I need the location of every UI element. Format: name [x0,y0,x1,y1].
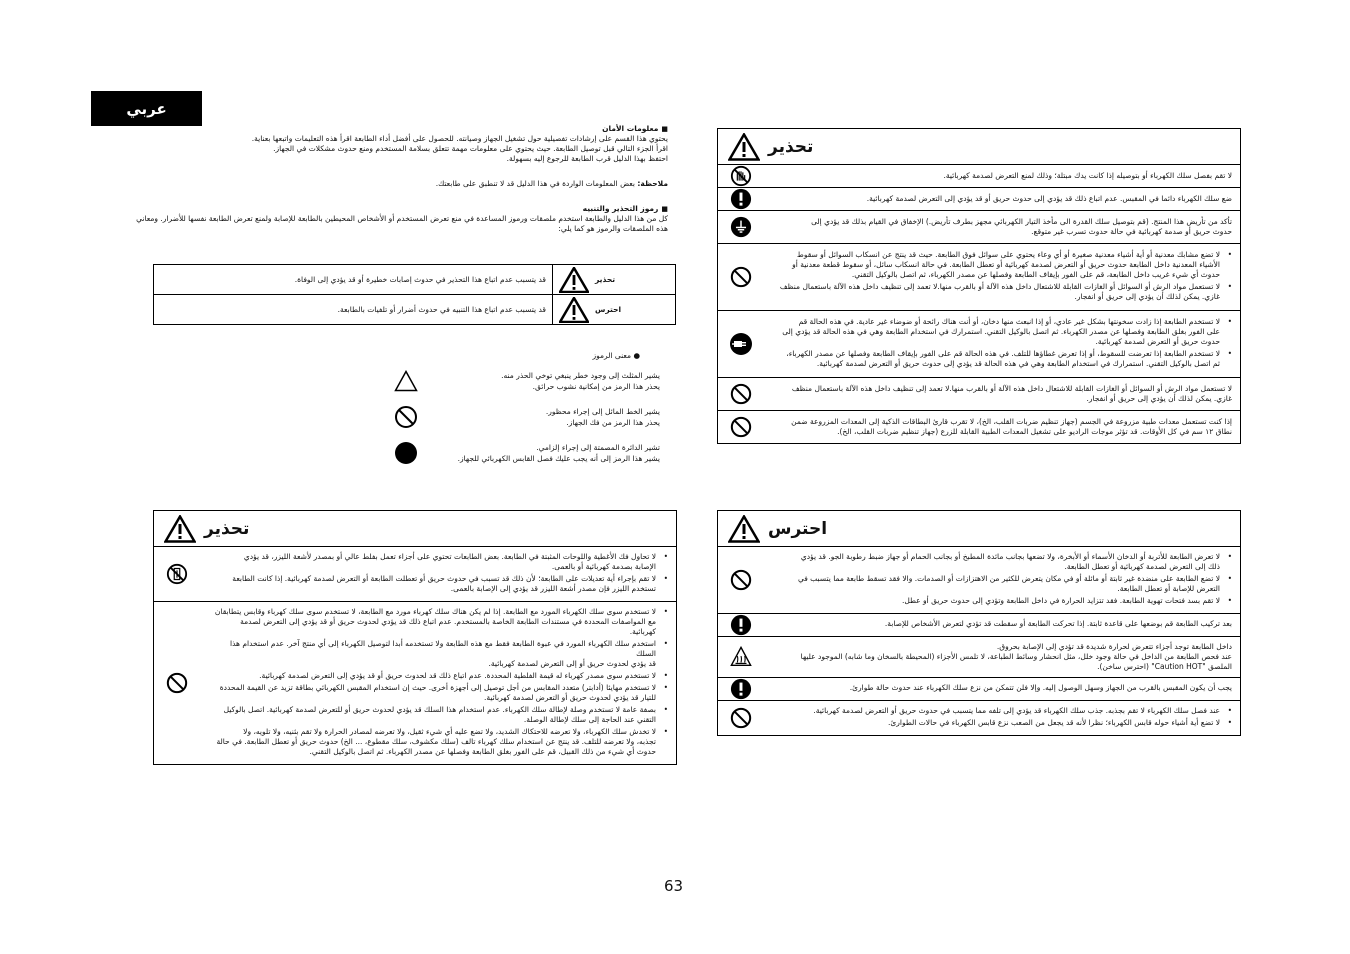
page-number: 63 [664,877,684,895]
bullet-line: ذلك إلى التعرض لصدمة كهربائية أو تعطل الطابعة. [1064,562,1220,571]
symbol-meaning-title-text: معنى الرموز [592,351,632,360]
bullet-line: حدوث أي شيء من ذلك القبيل، قم على الفور بغلق الطابعة وفصلها عن مصدر الكهرباء. ثم اتصل بالوكيل التقني. [309,747,656,756]
row-line: يجب أن يكون المقبس بالقرب من الجهاز وسهل الوصول إليه. وإلا فلن تتمكن من نزع سلك الكهرباء عند حدوث حالة طوارئ. [849,683,1232,692]
row-line: إذا كنت تستعمل معدات طبية مزروعة في الجسم (جهاز تنظيم ضربات القلب، الخ)، لا تقرب قارئ البطاقات الذكية إلى المعدات المزروعة ضمن [791,417,1232,426]
signal-word-table [153,264,676,325]
row-text [764,547,1240,613]
row-line: تأكد من تأريض هذا المنتج. (قم بتوصيل سلك القدرة الى مأخذ التيار الكهربائي مجهز بطرف تأريض.) الإخفاق في القيام بذلك قد يؤدي إلى [811,217,1232,226]
box-row [718,614,1240,637]
prohibited-icon [394,405,418,429]
prohibited-icon [718,378,764,410]
bullet-line: • لا تقم بسد فتحات تهوية الطابعة. فقد تتزايد الحرارة في داخل الطابعة وتؤدي إلى حدوث حريق أو عطل. [901,596,1220,605]
row-text [764,614,1240,636]
bullet-item [774,706,1232,716]
row-line: عند فحص الطابعة من الداخل في حالة وجود خلل، مثل انحشار وسائط الطباعة، لا تلمس الأجزاء (المحيطة بالسخان وما شابه) الموجود عليها [800,652,1232,661]
bullet-line: • لا تستعمل مواد الرش أو السوائل أو الغازات القابلة للاشتعال داخل هذه الآلة أو بالقرب منها.لا تعمد إلى تنظيف داخل هذه الآلة باستعمال منظف [779,282,1220,291]
row-line: لا تستعمل مواد الرش أو السوائل أو الغازات القابلة للاشتعال داخل هذه الآلة أو بالقرب منها.لا تعمد إلى تنظيف داخل هذه الآلة باستعمال منظف [791,384,1232,393]
bullet-item [774,250,1232,280]
row-text [764,378,1240,410]
bullet-item [774,574,1232,594]
row-text [764,311,1240,377]
bullet-line: • لا تعرض الطابعة للأتربة أو الدخان الأسماء أو الأبخرة، ولا تضعها بجانب مائدة المطبخ أو بجانب الحمام أو جهاز ضبط رطوبة الجو. قد يؤدي [800,552,1220,561]
box-row [718,637,1240,678]
row-line: الملصق "Caution HOT" (احترس ساخن). [1097,662,1232,671]
symbol-line: يحذر هذا الرمز من إمكانية نشوب حرائق. [532,382,660,391]
bullet-item [774,282,1232,302]
signal-text: قد يتسبب عدم اتباع هذا التحذير في حدوث إصابات خطيرة أو قد يؤدي إلى الوفاة. [154,265,553,295]
intro-section [100,124,668,234]
bullet-item [210,639,668,669]
bullet-line: تستخدم الليزر فإن مصدر أشعة الليزر قد يؤدي إلى الإصابة بالعمى. [450,584,656,593]
bullet-line: قد يؤدي لحدوث حريق أو إلى التعرض لصدمة كهربائية. [488,659,656,668]
bullet-line: • لا تستخدم الطابعة إذا تعرضت للسقوط، أو إذا تعرض غطاؤها للتلف. في هذه الحالة قم على الفور بإيقاف الطابعة وفصلها عن مصدر الكهرباء، [786,349,1220,358]
bullet-line: غازي. يمكن لذلك أن يؤدي إلى حريق أو انفجار. [1074,292,1220,301]
mandatory-icon [718,614,764,636]
bullet-line: الإصابة بصدمة كهربائية أو بالعمى. [551,562,656,571]
symbol-item [380,441,660,465]
row-line: حدوث حريق أو صدمة كهربائية في حالة حدوث تسرب غير متوقع. [1031,227,1232,236]
symbol-item [380,370,660,392]
language-tab: عربي [91,91,202,126]
bullet-item [210,574,668,594]
bullet-line: • لا تضع مشابك معدنية أو أية أشياء معدنية صغيرة أو أي وعاء يحتوي على سوائل فوق الطابعة. حيث قد ينتج عن انسكاب السوائل أو سقوط [796,250,1220,259]
row-line: نطاق ١٢ سم في كل الأوقات. قد تؤثر موجات الراديو على تشغيل المعدات الطبية القابلة للزرع (جهاز تنظيم ضربات القلب، الخ). [837,427,1232,436]
bullet-item [774,552,1232,572]
bullet-line: تجذبه، ولا تعرضه للتلف. قد ينتج عن استخدام سلك كهرباء تالف (سلك مكشوف، سلك مقطوع، ... الخ) حدوث حريق أو تعطل الطابعة. في حالة [216,737,656,746]
warning-box-bottom [153,510,677,765]
note-label: ملاحظة: [637,179,668,188]
bullet-line: • عند فصل سلك الكهرباء لا تقم بجذبه. جذب سلك الكهرباء قد يؤدي إلى تلفه مما يتسبب في حدوث حريق أو التعرض لصدمة كهربائية. [813,706,1220,715]
symbols-line: هذه الملصقات والرموز هو كما يلي: [558,224,668,233]
bullet-item [210,607,668,637]
box-row [718,211,1240,244]
bullet-item [210,671,668,681]
warning-triangle-icon [728,133,760,161]
symbol-line: يشير الخط المائل إلى إجراء محظور. [545,407,660,416]
prohibited-icon [718,244,764,310]
bullet-line: حدوث أي شيء غريب داخل الطابعة، قم على الفور بإيقاف الطابعة وفصلها عن مصدر الكهرباء، ثم اتصل بالوكيل التقني. [851,270,1220,279]
symbol-meaning-title: ● معنى الرموز [592,351,640,360]
mandatory-icon [718,678,764,700]
no-disassemble-icon [154,547,200,601]
safety-heading: ■ معلومات الأمان [100,124,668,134]
bullet-line: • لا تضع أية أشياء حوله قابس الكهرباء؛ نظرا لأنه قد يجعل من الصعب نزع قابس الكهرباء في حالات الطوارئ. [888,718,1220,727]
mandatory-icon [718,188,764,210]
caution-box-bottom [717,510,1241,736]
bullet-line: • لا تخدش سلك الكهرباء، ولا تعرضه للاحتكاك الشديد، ولا تضع عليه أي شيء ثقيل، ولا تعرضه لمصادر الحرارة ولا تقم بثنيه، ولا تلويه، ولا [243,727,656,736]
prohibited-icon [718,547,764,613]
bullet-line: • لا تستخدم سوى سلك الكهرباء المورد مع الطابعة. إذا لم يكن هناك سلك كهرباء مورد مع الطابعة، لا تستخدم سوى سلك كهرباء وقابس يتطابقان [214,607,656,616]
bullet-line: للتيار قد يؤدي لحدوث حريق أو التعرض لصدمة كهربائية. [483,693,656,702]
bullet-line: مع المواصفات المحددة في مستندات الطابعة الخاصة بالمستخدم. عدم اتباع ذلك قد يؤدي لحدوث حريق أو قد يؤدي إلى التعرض لصدمة [240,617,656,626]
bullet-item [210,552,668,572]
box-title: تحذير [768,136,814,157]
note [100,179,668,189]
safety-line: اقرأ الجزء التالي قبل توصيل الطابعة. حيث يحتوي على معلومات مهمة تتعلق بسلامة المستخدم ومنع حدوث مشكلات في الجهاز. [273,144,668,153]
box-row [718,311,1240,378]
row-text [764,701,1240,735]
box-header [718,511,1240,547]
row-text [764,188,1240,210]
bullet-line: الأشياء المعدنية داخل الطابعة حدوث حريق أو التعرض لصدمة كهربائية أو تعطل الطابعة. في حالة انسكاب سائل، أو سقوط قطعة معدنية أو [792,260,1220,269]
row-line: بعد تركيب الطابعة قم بوضعها على قاعدة ثابتة. إذا تحركت الطابعة أو سقطت قد تؤدي لتعرض الأشخاص للإصابة. [884,619,1232,628]
box-row [718,165,1240,188]
hot-surface-icon [718,637,764,677]
warning-triangle-icon [164,515,196,543]
box-row [718,411,1240,443]
bullet-item [774,317,1232,347]
unplug-icon [718,311,764,377]
signal-text: قد يتسبب عدم اتباع هذا التنبيه في حدوث أضرار أو تلفيات بالطابعة. [154,295,553,325]
box-header [154,511,676,547]
box-row [718,244,1240,311]
symbol-line: يشير المثلث إلى وجود خطر ينبغي توخي الحذر منه. [501,371,660,380]
box-row [154,602,676,764]
bullet-line: • لا تضع الطابعة على منضدة غير ثابتة أو مائلة أو في مكان يتعرض للكثير من الاهتزازات أو الصدمات. والا فقد تسقط طابعة مما يتسبب في [797,574,1220,583]
bullet-item [210,705,668,725]
signal-row-warning [154,265,676,295]
row-line: لا تقم بفصل سلك الكهرباء أو بتوصيله إذا كانت يدك مبتلة؛ وذلك لمنع التعرض لصدمة كهربائية. [943,171,1232,180]
ground-icon [718,211,764,243]
bullet-item [774,349,1232,369]
symbol-line: تشير الدائرة المصمتة إلى إجراء إلزامي. [536,443,660,452]
no-wet-hands-icon [718,165,764,187]
signal-label: تحذير [595,275,616,284]
bullet-line: • لا تستخدم الطابعة إذا زادت سخونتها بشكل غير عادي، أو إذا انبعث منها دخان، أو أنت هناك رائحة أو ضوضاء غير عادية. في هذه الحالة قم [798,317,1220,326]
bullet-line: • استخدم سلك الكهرباء المورد في عبوة الطابعة فقط مع هذه الطابعة ولا تستخدمه أبدا لتوصيل الكهرباء إلى أي منتج آخر. عدم استخدام هذا السلك [230,639,656,658]
bullet-item [210,683,668,703]
triangle-icon [394,370,418,392]
box-row [718,701,1240,735]
bullet-line: • لا تستخدم مهايئا (أدابتر) متعدد المقابس من أجل توصيل إلى أجهزة أخرى. حيث إن استخدام المقبس الكهربائي بطاقة تزيد عن القيمة المحددة [219,683,656,692]
signal-row-caution [154,295,676,325]
bullet-line: حدوث حريق أو التعرض لصدمة كهربائية. [1095,337,1220,346]
filled-circle-icon [394,441,418,465]
symbol-item [380,405,660,429]
box-row [718,378,1240,411]
row-text [764,244,1240,310]
row-line: غازي. يمكن لذلك أن يؤدي إلى حريق أو انفجار. [1086,394,1232,403]
bullet-item [774,718,1232,728]
bullet-line: • بصفة عامة لا تستخدم وصلة لإطالة سلك الكهرباء. عدم استخدام هذا السلك قد يؤدي لحدوث حريق أو للتعرض لصدمة كهربائية. اتصل بالوكيل [223,705,656,714]
bullet-line: ثم اتصل بالوكيل التقني. استمرارك في استخدام الطابعة وهي في هذه الحالة قد يؤدي إلى حدوث حريق أو التعرض لصدمة كهربائية. [816,359,1220,368]
warning-triangle-icon [728,515,760,543]
row-text [764,165,1240,187]
bullet-line: • لا تحاول فك الأغطية واللوحات المثبتة في الطابعة. بعض الطابعات تحتوي على أجزاء تعمل بفلط عالي أو بمصدر لأشعة الليزر، قد يؤدي [243,552,656,561]
row-text [200,547,676,601]
row-line: داخل الطابعة توجد أجزاء تتعرض لحرارة شديدة قد تؤدي إلى الإصابة بحروق. [996,642,1232,651]
bullet-line: التقني عند الحاجة إلى سلك لإطالة الوصلة. [523,715,656,724]
prohibited-icon [718,411,764,443]
symbols-line: كل من هذا الدليل والطابعة استخدم ملصقات ورموز المساعدة في منع تعرض المستخدم أو الأشخاص المحيطين بالطابعة للإصابة ولمنع تعرض الطابعة نفسها للأضرار. ومعاني [136,214,668,223]
row-text [764,678,1240,700]
box-title: تحذير [204,518,250,539]
box-row [154,547,676,602]
warning-triangle-icon [559,267,589,293]
box-row [718,547,1240,614]
prohibited-icon [718,701,764,735]
safety-line: يحتوي هذا القسم على إرشادات تفصيلية حول تشغيل الجهاز وصيانته. للحصول على أفضل أداء الطابعة اقرأ هذه التعليمات واتبعها بعناية. [251,134,668,143]
bullet-line: التعرض للإصابة أو تعطل الطابعة. [1117,584,1220,593]
box-row [718,188,1240,211]
symbol-line: يحذر هذا الرمز من فك الجهاز. [566,418,660,427]
row-text [200,602,676,764]
box-row [718,678,1240,701]
row-text [764,211,1240,243]
bullet-line: كهربائية. [629,627,656,636]
bullet-line: على الفور بغلق الطابعة وفصلها عن مصدر الكهرباء. ثم اتصل بالوكيل التقني. استمرارك في استخدام الطابعة وهي في هذه الحالة قد يؤدي إلى [782,327,1220,336]
bullet-line: • لا تستخدم سوى مصدر كهرباء له قيمة الفلطية المحددة. عدم اتباع ذلك قد لحدوث حريق أو قد يؤدي إلى التعرض لصدمة كهربائية. [259,671,656,680]
warning-box-top [717,128,1241,444]
warning-triangle-icon [559,297,589,323]
symbol-line: يشير هذا الرمز إلى أنه يجب عليك فصل القابس الكهربائي للجهاز. [457,454,660,463]
bullet-item [210,727,668,757]
box-header [718,129,1240,165]
bullet-item [774,596,1232,606]
row-text [764,637,1240,677]
signal-label: احترس [595,305,622,314]
row-line: ضع سلك الكهرباء دائما في المقبس. عدم اتباع ذلك قد يؤدي إلى حدوث حريق أو قد يؤدي إلى التعرض لصدمة كهربائية. [866,194,1232,203]
prohibited-icon [154,602,200,764]
box-title: احترس [768,518,828,539]
row-text [764,411,1240,443]
note-text: بعض المعلومات الواردة في هذا الدليل قد لا تنطبق على طابعتك. [435,179,638,188]
safety-line: احتفظ بهذا الدليل قرب الطابعة للرجوع إليه بسهولة. [506,154,668,163]
symbols-heading: ■ رموز التحذير والتنبيه [100,204,668,214]
bullet-line: • لا تقم بإجراء أية تعديلات على الطابعة؛ لأن ذلك قد تسبب في حدوث حريق أو تعطلت الطابعة أو التعرض لصدمة كهربائية. إذا كانت الطابعة [232,574,656,583]
